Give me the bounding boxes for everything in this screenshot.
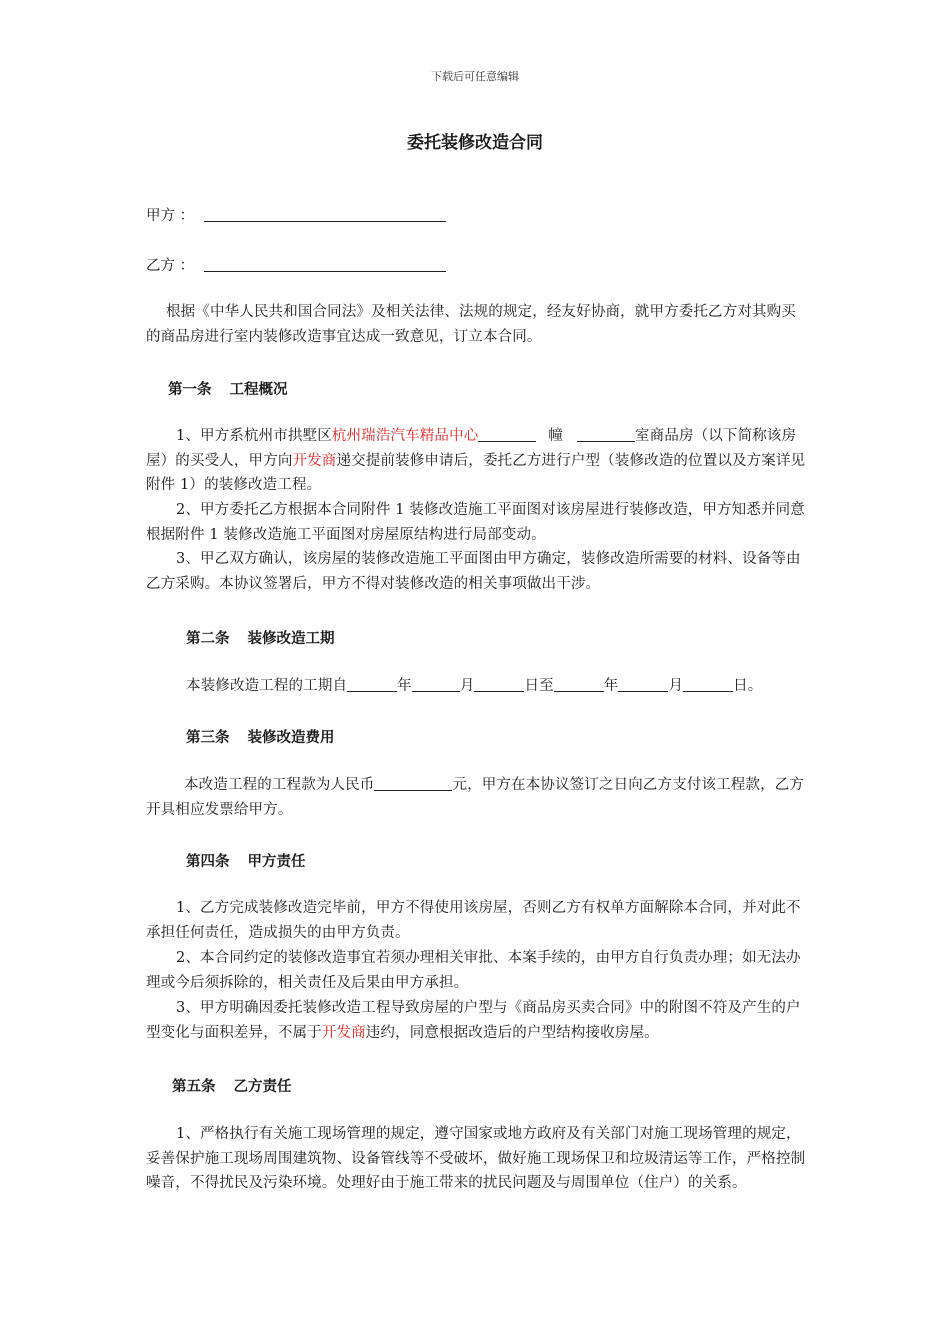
party-a-blank: [204, 207, 446, 222]
article-4-paragraph-1: 1、乙方完成装修改造完毕前，甲方不得使用该房屋，否则乙方有权单方面解除本合同，并对此不承担任何责任，造成损失的由甲方负责。: [146, 900, 801, 941]
article-1-paragraph-1: 1、甲方系杭州市拱墅区杭州瑞浩汽车精品中心 幢 室商品房（以下简称该房屋）的买受人，甲方向开发商递交提前装修申请后，委托乙方进行户型（装修改造的位置以及方案详见附件 1）的装修改造工程。: [146, 428, 806, 493]
article-1-title: 工程概况: [229, 382, 288, 398]
article-3-paragraph: 本改造工程的工程款为人民币 元，甲方在本协议签订之日向乙方支付该工程款，乙方开具相应发票给甲方。: [146, 777, 805, 818]
article-1-paragraph-2: 2、甲方委托乙方根据本合同附件 1 装修改造施工平面图对该房屋进行装修改造，甲方知悉并同意根据附件 1 装修改造施工平面图对房屋原结构进行局部变动。: [146, 502, 805, 543]
end-year-blank: [554, 677, 604, 692]
party-b-line: [146, 254, 446, 275]
article-1-number: 第一条: [168, 382, 212, 398]
party-a-line: [146, 204, 446, 225]
article-3-title: 装修改造费用: [247, 730, 335, 746]
project-name-highlight: 杭州瑞浩汽车精品中心: [331, 428, 479, 444]
article-1-heading: [168, 378, 288, 399]
article-1-paragraph-3: 3、甲乙双方确认，该房屋的装修改造施工平面图由甲方确定，装修改造所需要的材料、设备等由乙方采购。本协议签署后，甲方不得对装修改造的相关事项做出干涉。: [146, 551, 801, 592]
article-4-paragraph-3: 3、甲方明确因委托装修改造工程导致房屋的户型与《商品房买卖合同》中的附图不符及产生的户型变化与面积差异，不属于开发商违约，同意根据改造后的户型结构接收房屋。: [146, 1000, 801, 1041]
start-month-blank: [412, 677, 460, 692]
article-2-heading: [186, 627, 335, 648]
article-2-paragraph: 本装修改造工程的工期自 年 月 日至 年 月 日。: [186, 678, 763, 694]
party-a-label: 甲方 ：: [146, 208, 195, 224]
article-5-paragraph-1: 1、严格执行有关施工现场管理的规定，遵守国家或地方政府及有关部门对施工现场管理的规定，妥善保护施工现场周围建筑物、设备管线等不受破坏，做好施工现场保卫和垃圾清运等工作，严格控制噪音，不得扰民及污染环境。处理好由于施工带来的扰民问题及与周围单位（住户）的关系。: [146, 1126, 806, 1191]
article-3-number: 第三条: [186, 730, 230, 746]
building-blank: [478, 427, 536, 442]
party-b-label: 乙方 ：: [146, 258, 195, 274]
document-title: 委托装修改造合同: [407, 133, 543, 153]
article-4-heading: [186, 850, 306, 871]
developer-highlight-2: 开发商: [321, 1024, 366, 1041]
article-2-title: 装修改造工期: [247, 631, 335, 647]
article-4-title: 甲方责任: [247, 854, 306, 870]
start-year-blank: [347, 677, 397, 692]
article-4-number: 第四条: [186, 854, 230, 870]
party-b-blank: [204, 257, 446, 272]
article-2-number: 第二条: [186, 631, 230, 647]
end-month-blank: [618, 677, 668, 692]
intro-paragraph: 根据《中华人民共和国合同法》及相关法律、法规的规定，经友好协商，就甲方委托乙方对其购买的商品房进行室内装修改造事宜达成一致意见，订立本合同。: [146, 304, 796, 345]
article-3-heading: [186, 726, 335, 747]
article-5-heading: [172, 1075, 292, 1096]
end-day-blank: [683, 677, 733, 692]
article-5-title: 乙方责任: [233, 1079, 292, 1095]
article-5-number: 第五条: [172, 1079, 216, 1095]
header-note: 下载后可任意编辑: [431, 70, 519, 83]
article-4-paragraph-2: 2、本合同约定的装修改造事宜若须办理相关审批、本案手续的，由甲方自行负责办理；如无法办理或今后须拆除的，相关责任及后果由甲方承担。: [146, 950, 801, 991]
amount-blank: [374, 776, 452, 791]
developer-highlight-1: 开发商: [292, 452, 337, 469]
start-day-blank: [474, 677, 524, 692]
room-blank: [577, 427, 635, 442]
